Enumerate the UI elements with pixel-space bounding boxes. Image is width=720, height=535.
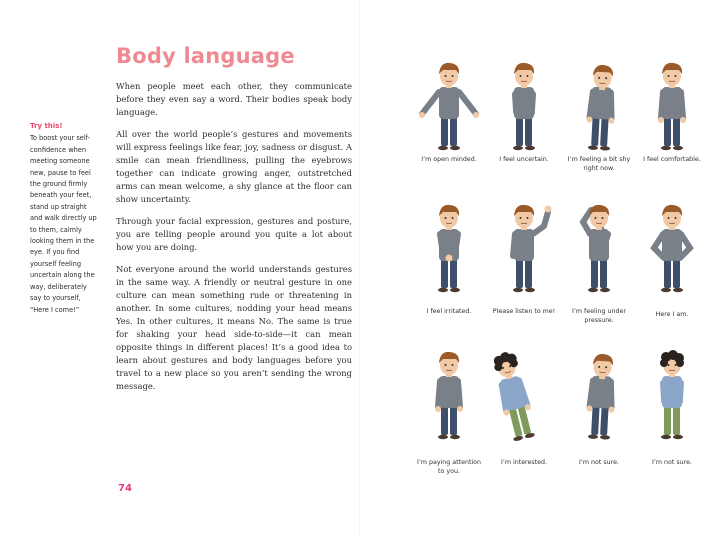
person-illustration xyxy=(419,58,479,154)
person-illustration xyxy=(494,200,554,296)
person-illustration xyxy=(494,58,554,154)
person-illustration xyxy=(642,58,702,154)
paragraph: All over the world people’s gestures and movements will express feelings like fear, joy, sadness or disgust. A smile can mean friendliness, pulling the eyebrows together can indicate growing anger, outstretched arms can mean welcome, a shy glance at the floor can show uncertainty. xyxy=(116,129,352,204)
person-illustration xyxy=(419,347,479,443)
page-title: Body language xyxy=(116,44,295,68)
paragraph: When people meet each other, they communicate before they even say a word. Their bodies speak body language. xyxy=(116,81,352,117)
body-text xyxy=(116,80,352,402)
try-this-text: To boost your self-confidence when meeting someone new, pause to feel the ground firmly beneath your feet, stand up straight and walk directly up to them, calmly looking them in the eye. If you find yourself feeling uncertain along the way, deliberately say to yourself, “Here I come!” xyxy=(30,134,97,314)
paragraph: Not everyone around the world understands gestures in the same way. A friendly or neutral gesture in one culture can mean something rude or threatening in another. In some cultures, nodding your head means Yes. In other cultures, it means No. The same is true for shaking your head side-to-side—it can mean opposite things in different places! It’s a good idea to learn about gestures and body languages before you travel to a new place so you aren’t sending the wrong message. xyxy=(116,264,352,391)
try-this-heading: Try this! xyxy=(30,122,63,130)
try-this-sidebar xyxy=(30,121,98,316)
person-illustration xyxy=(569,200,629,296)
person-illustration xyxy=(569,58,629,154)
illustration-caption: I feel irritated. xyxy=(426,308,472,315)
illustration-caption: I feel comfortable. xyxy=(643,156,701,163)
illustration-caption: Please listen to me! xyxy=(492,308,556,315)
person-illustration xyxy=(642,347,702,443)
illustration-caption: Here I am. xyxy=(655,311,689,318)
person-illustration xyxy=(419,200,479,296)
illustration-caption: I’m interested. xyxy=(500,459,548,466)
illustration-caption: I’m open minded. xyxy=(421,156,477,163)
paragraph: Through your facial expression, gestures and posture, you are telling people around you quite a lot about how you are doing. xyxy=(116,216,352,252)
illustration-caption: I’m not sure. xyxy=(652,459,692,466)
illustration-caption: I’m feeling a bit shy right now. xyxy=(567,156,631,172)
person-illustration xyxy=(494,347,554,443)
page-gutter xyxy=(359,0,361,535)
illustration-caption: I feel uncertain. xyxy=(499,156,549,163)
illustration-caption: I’m paying attention to you. xyxy=(416,459,482,475)
person-illustration xyxy=(642,200,702,296)
illustration-caption: I’m feeling under pressure. xyxy=(572,308,626,324)
person-illustration xyxy=(569,347,629,443)
illustration-caption: I’m not sure. xyxy=(579,459,619,466)
page-number: 74 xyxy=(118,483,132,494)
